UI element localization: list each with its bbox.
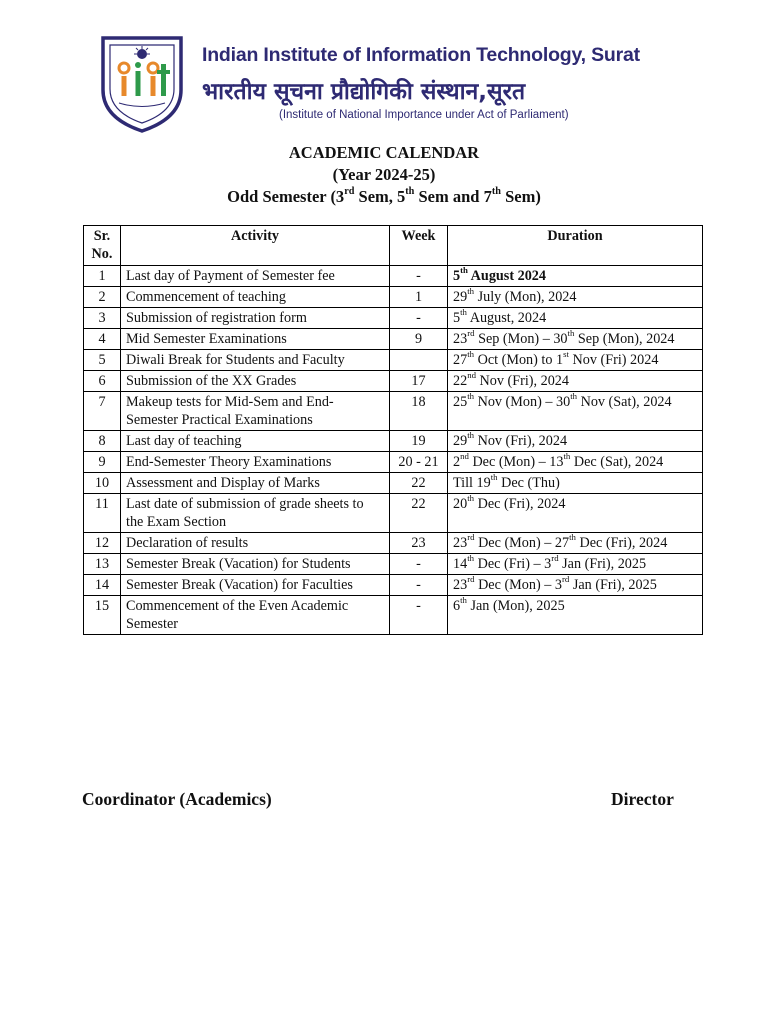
shield-logo-icon bbox=[97, 30, 187, 134]
table-row bbox=[84, 473, 703, 494]
cell-sr-no: 12 bbox=[84, 533, 121, 554]
institute-subtitle: (Institute of National Importance under Act of Parliament) bbox=[279, 109, 569, 121]
cell-week: 18 bbox=[390, 392, 448, 431]
academic-calendar-table bbox=[83, 225, 703, 635]
cell-week: - bbox=[390, 596, 448, 635]
table-row bbox=[84, 575, 703, 596]
cell-activity: Diwali Break for Students and Faculty bbox=[121, 350, 390, 371]
institute-name-hindi: भारतीय सूचना प्रौद्योगिकी संस्थान,सूरत bbox=[202, 79, 526, 105]
cell-sr-no: 14 bbox=[84, 575, 121, 596]
cell-week: 20 - 21 bbox=[390, 452, 448, 473]
cell-activity: Commencement of the Even Academic Semester bbox=[121, 596, 390, 635]
cell-week: - bbox=[390, 554, 448, 575]
semester-heading: Odd Semester (3rd Sem, 5th Sem and 7th Sem) bbox=[227, 185, 541, 206]
table-row bbox=[84, 533, 703, 554]
cell-duration: 23rd Sep (Mon) – 30th Sep (Mon), 2024 bbox=[448, 329, 703, 350]
signature-director: Director bbox=[611, 789, 674, 809]
cell-week: 22 bbox=[390, 494, 448, 533]
cell-week: - bbox=[390, 266, 448, 287]
cell-duration: 22nd Nov (Fri), 2024 bbox=[448, 371, 703, 392]
cell-activity: Submission of the XX Grades bbox=[121, 371, 390, 392]
cell-duration: 14th Dec (Fri) – 3rd Jan (Fri), 2025 bbox=[448, 554, 703, 575]
cell-activity: End-Semester Theory Examinations bbox=[121, 452, 390, 473]
cell-sr-no: 5 bbox=[84, 350, 121, 371]
cell-duration: 25th Nov (Mon) – 30th Nov (Sat), 2024 bbox=[448, 392, 703, 431]
cell-duration: 5th August 2024 bbox=[448, 266, 703, 287]
table-row bbox=[84, 287, 703, 308]
institute-logo bbox=[97, 30, 187, 134]
cell-duration: 5th August, 2024 bbox=[448, 308, 703, 329]
table-row bbox=[84, 554, 703, 575]
cell-activity: Last day of teaching bbox=[121, 431, 390, 452]
table-row bbox=[84, 596, 703, 635]
table-row bbox=[84, 329, 703, 350]
cell-activity: Makeup tests for Mid-Sem and End-Semester Practical Examinations bbox=[121, 392, 390, 431]
table-row bbox=[84, 494, 703, 533]
table-row bbox=[84, 431, 703, 452]
cell-week: 23 bbox=[390, 533, 448, 554]
cell-duration: 29th July (Mon), 2024 bbox=[448, 287, 703, 308]
cell-week: 22 bbox=[390, 473, 448, 494]
column-header-sr-no: Sr. No. bbox=[84, 226, 121, 266]
cell-sr-no: 1 bbox=[84, 266, 121, 287]
cell-activity: Submission of registration form bbox=[121, 308, 390, 329]
cell-week bbox=[390, 350, 448, 371]
cell-sr-no: 10 bbox=[84, 473, 121, 494]
table-row bbox=[84, 308, 703, 329]
cell-sr-no: 13 bbox=[84, 554, 121, 575]
cell-sr-no: 6 bbox=[84, 371, 121, 392]
cell-activity: Declaration of results bbox=[121, 533, 390, 554]
cell-activity: Mid Semester Examinations bbox=[121, 329, 390, 350]
cell-sr-no: 2 bbox=[84, 287, 121, 308]
calendar-title: ACADEMIC CALENDAR bbox=[288, 143, 480, 162]
table-row bbox=[84, 452, 703, 473]
table-row bbox=[84, 350, 703, 371]
column-header-week: Week bbox=[390, 226, 448, 266]
column-header-activity: Activity bbox=[121, 226, 390, 266]
cell-sr-no: 3 bbox=[84, 308, 121, 329]
cell-week: - bbox=[390, 575, 448, 596]
cell-sr-no: 7 bbox=[84, 392, 121, 431]
table-body bbox=[84, 266, 703, 635]
cell-week: 1 bbox=[390, 287, 448, 308]
calendar-year: (Year 2024-25) bbox=[332, 165, 436, 184]
cell-activity: Semester Break (Vacation) for Students bbox=[121, 554, 390, 575]
cell-sr-no: 15 bbox=[84, 596, 121, 635]
cell-sr-no: 11 bbox=[84, 494, 121, 533]
cell-sr-no: 8 bbox=[84, 431, 121, 452]
cell-duration: 23rd Dec (Mon) – 27th Dec (Fri), 2024 bbox=[448, 533, 703, 554]
cell-duration: Till 19th Dec (Thu) bbox=[448, 473, 703, 494]
cell-week: 9 bbox=[390, 329, 448, 350]
table-row bbox=[84, 392, 703, 431]
cell-activity: Assessment and Display of Marks bbox=[121, 473, 390, 494]
cell-week: 17 bbox=[390, 371, 448, 392]
cell-duration: 23rd Dec (Mon) – 3rd Jan (Fri), 2025 bbox=[448, 575, 703, 596]
cell-duration: 29th Nov (Fri), 2024 bbox=[448, 431, 703, 452]
cell-sr-no: 9 bbox=[84, 452, 121, 473]
column-header-duration: Duration bbox=[448, 226, 703, 266]
cell-activity: Semester Break (Vacation) for Faculties bbox=[121, 575, 390, 596]
cell-activity: Last day of Payment of Semester fee bbox=[121, 266, 390, 287]
cell-week: - bbox=[390, 308, 448, 329]
cell-duration: 27th Oct (Mon) to 1st Nov (Fri) 2024 bbox=[448, 350, 703, 371]
cell-sr-no: 4 bbox=[84, 329, 121, 350]
cell-week: 19 bbox=[390, 431, 448, 452]
signature-coordinator: Coordinator (Academics) bbox=[82, 789, 272, 809]
cell-duration: 6th Jan (Mon), 2025 bbox=[448, 596, 703, 635]
cell-duration: 20th Dec (Fri), 2024 bbox=[448, 494, 703, 533]
table-row bbox=[84, 266, 703, 287]
table-header-row bbox=[84, 226, 703, 266]
table-row bbox=[84, 371, 703, 392]
cell-activity: Commencement of teaching bbox=[121, 287, 390, 308]
institute-name-english: Indian Institute of Information Technology, Surat bbox=[202, 44, 640, 66]
cell-duration: 2nd Dec (Mon) – 13th Dec (Sat), 2024 bbox=[448, 452, 703, 473]
cell-activity: Last date of submission of grade sheets to the Exam Section bbox=[121, 494, 390, 533]
